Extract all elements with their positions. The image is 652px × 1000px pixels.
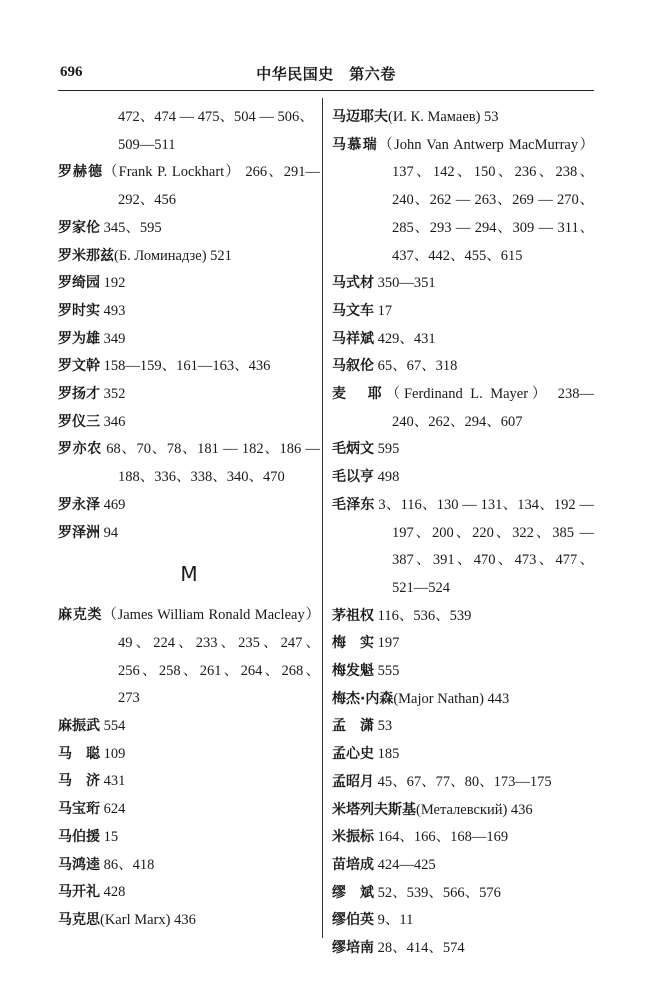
index-entry [58,713,320,741]
index-term: 马叙伦 [332,358,374,375]
index-entry [332,104,594,132]
page-references: 52、539、566、576 [374,884,501,901]
index-term: 毛泽东 [332,496,375,513]
index-term: 马伯援 [58,828,100,845]
index-term: 罗仪三 [58,413,100,430]
index-entry [332,132,594,271]
index-term: 孟心史 [332,746,374,763]
index-list-after [58,602,320,934]
index-entry [332,270,594,298]
index-term: 罗文幹 [58,358,100,375]
page-references: 45、67、77、80、173—175 [374,773,552,790]
page-references: （John Van Antwerp MacMurray） 137、142、150、236、238、240、262 — 263、269 — 270、285、293 — 294、309 — 311、437、442、455、615 [378,136,594,264]
index-entry [58,215,320,243]
page-references: 116、536、539 [374,607,472,624]
index-term: 马鸿逵 [58,856,100,873]
page-references: 349 [100,330,126,347]
page-references: 469 [100,496,126,513]
index-term: 罗扬才 [58,386,100,403]
page-references: 555 [374,663,400,680]
page-references: 429、431 [374,330,436,347]
index-term: 米振标 [332,829,374,846]
index-entry [332,935,594,963]
index-term: 马式材 [332,275,374,292]
page-references: 3、116、130 — 131、134、192 — 197、200、220、322、385 — 387、391、470、473、477、521—524 [374,496,594,596]
column-divider [322,98,323,938]
index-entry [332,824,594,852]
index-entry [332,298,594,326]
index-entry [332,492,594,603]
page-references: 53 [374,718,393,735]
page-references: 595 [374,441,400,458]
page-number: 696 [60,64,83,80]
index-entry [58,326,320,354]
index-term: 马慕瑞 [332,136,379,153]
index-entry [332,686,594,714]
page-references: 350—351 [374,275,436,292]
running-title: 中华民国史 第六卷 [256,65,396,83]
index-entry [332,436,594,464]
index-entry [58,409,320,437]
index-term: 马开礼 [58,884,100,901]
index-entry [58,381,320,409]
index-entry [58,353,320,381]
page-header [58,60,594,91]
index-entry [58,852,320,880]
index-term: 罗米那兹 [58,247,114,264]
page-references: (Б. Ломинадзе) 521 [114,247,232,264]
page-references: 15 [100,828,119,845]
index-entry [58,520,320,548]
index-term: 罗亦农 [58,441,102,458]
index-term: 罗家伦 [58,219,100,236]
page-references: 424—425 [374,856,436,873]
index-term: 麻克类 [58,607,103,624]
index-term: 孟 潇 [332,718,374,735]
index-list-before [58,159,320,547]
index-term: 罗为雄 [58,330,100,347]
page-references: 86、418 [100,856,155,873]
index-entry [58,492,320,520]
page-references: 68、70、78、181 — 182、186 — 188、336、338、340、470 [101,441,321,486]
index-term: 马迈耶夫 [332,109,388,125]
index-term: 马文车 [332,302,374,319]
index-term: 米塔列夫斯基 [332,801,416,818]
page-references: 185 [374,746,400,763]
index-entry [58,741,320,769]
right-column [332,104,594,963]
page-references: (Karl Marx) 436 [100,911,196,928]
page-references: 624 [100,801,126,818]
page-references: (И. К. Мамаев) 53 [388,109,499,125]
page-references: 352 [100,386,126,403]
index-entry [332,713,594,741]
index-term: 罗时实 [58,302,100,319]
index-term: 罗永泽 [58,496,100,513]
index-term: 麻振武 [58,718,100,735]
page-references: 192 [100,275,126,292]
index-term: 茅祖权 [332,607,374,624]
index-entry [58,436,320,491]
index-term: 马克思 [58,911,100,928]
index-entry [332,907,594,935]
index-term: 毛炳文 [332,441,374,458]
index-term: 马 聪 [58,745,100,762]
index-entry [332,741,594,769]
section-letter: M [180,562,198,587]
index-term: 缪伯英 [332,912,374,929]
index-entry [332,381,594,436]
index-entry [58,907,320,935]
index-term: 梅 实 [332,635,374,652]
page-references: 498 [374,469,400,486]
page-references: 428 [100,884,126,901]
index-term: 梅杰·内森 [332,690,394,707]
page-references: 493 [100,302,126,319]
index-entry [58,768,320,796]
index-entry [332,326,594,354]
left-column [58,104,320,935]
index-entry [332,353,594,381]
index-entry [58,796,320,824]
continuation-line: 472、474 — 475、504 — 506、509—511 [118,109,314,153]
page-references: 431 [100,773,126,790]
page-references: （Ferdinand L. Mayer） 238—240、262、294、607 [385,386,595,430]
index-entry [58,824,320,852]
page-references: 94 [100,524,119,541]
page-references: 158—159、161—163、436 [100,358,271,375]
index-term: 罗赫德 [58,164,104,181]
index-entry [332,880,594,908]
index-term: 苗培成 [332,856,374,873]
index-entry [58,243,320,271]
index-term: 罗绮园 [58,275,100,292]
page-references: 65、67、318 [374,358,458,375]
page-references: 197 [374,635,400,652]
page-references: 28、414、574 [374,940,465,957]
index-entry [332,603,594,631]
index-entry [332,658,594,686]
index-entry [58,602,320,713]
index-entry [58,298,320,326]
index-term: 马宝珩 [58,801,100,818]
index-term: 孟昭月 [332,773,374,790]
index-term: 马祥斌 [332,330,374,347]
index-entry [332,630,594,658]
index-term: 缪培南 [332,940,374,957]
index-term: 梅发魁 [332,663,374,680]
index-term: 缪 斌 [332,884,374,901]
index-entry [332,464,594,492]
index-list-right [332,104,594,963]
page-references: 345、595 [100,219,162,236]
page-references: (Металевский) 436 [416,801,533,818]
index-term: 马 济 [58,773,100,790]
page-references: （James William Ronald Macleay） 49、224、233、235、247、256、258、261、264、268、273 [102,607,320,707]
page-references: 109 [100,745,126,762]
index-entry [332,797,594,825]
index-entry [58,159,320,214]
page-references: （Frank P. Lockhart） 266、291—292、456 [103,164,321,209]
page-references: 346 [100,413,126,430]
index-entry [332,769,594,797]
page-references: 9、11 [374,912,414,929]
page-references: 17 [374,302,393,319]
index-entry [58,270,320,298]
page-references: 164、166、168—169 [374,829,509,846]
page-references: (Major Nathan) 443 [393,690,510,707]
index-entry [332,852,594,880]
index-term: 毛以亨 [332,469,374,486]
index-term: 麦 耶 [332,386,386,403]
index-entry [58,879,320,907]
page-references: 554 [100,718,126,735]
index-term: 罗泽洲 [58,524,100,541]
